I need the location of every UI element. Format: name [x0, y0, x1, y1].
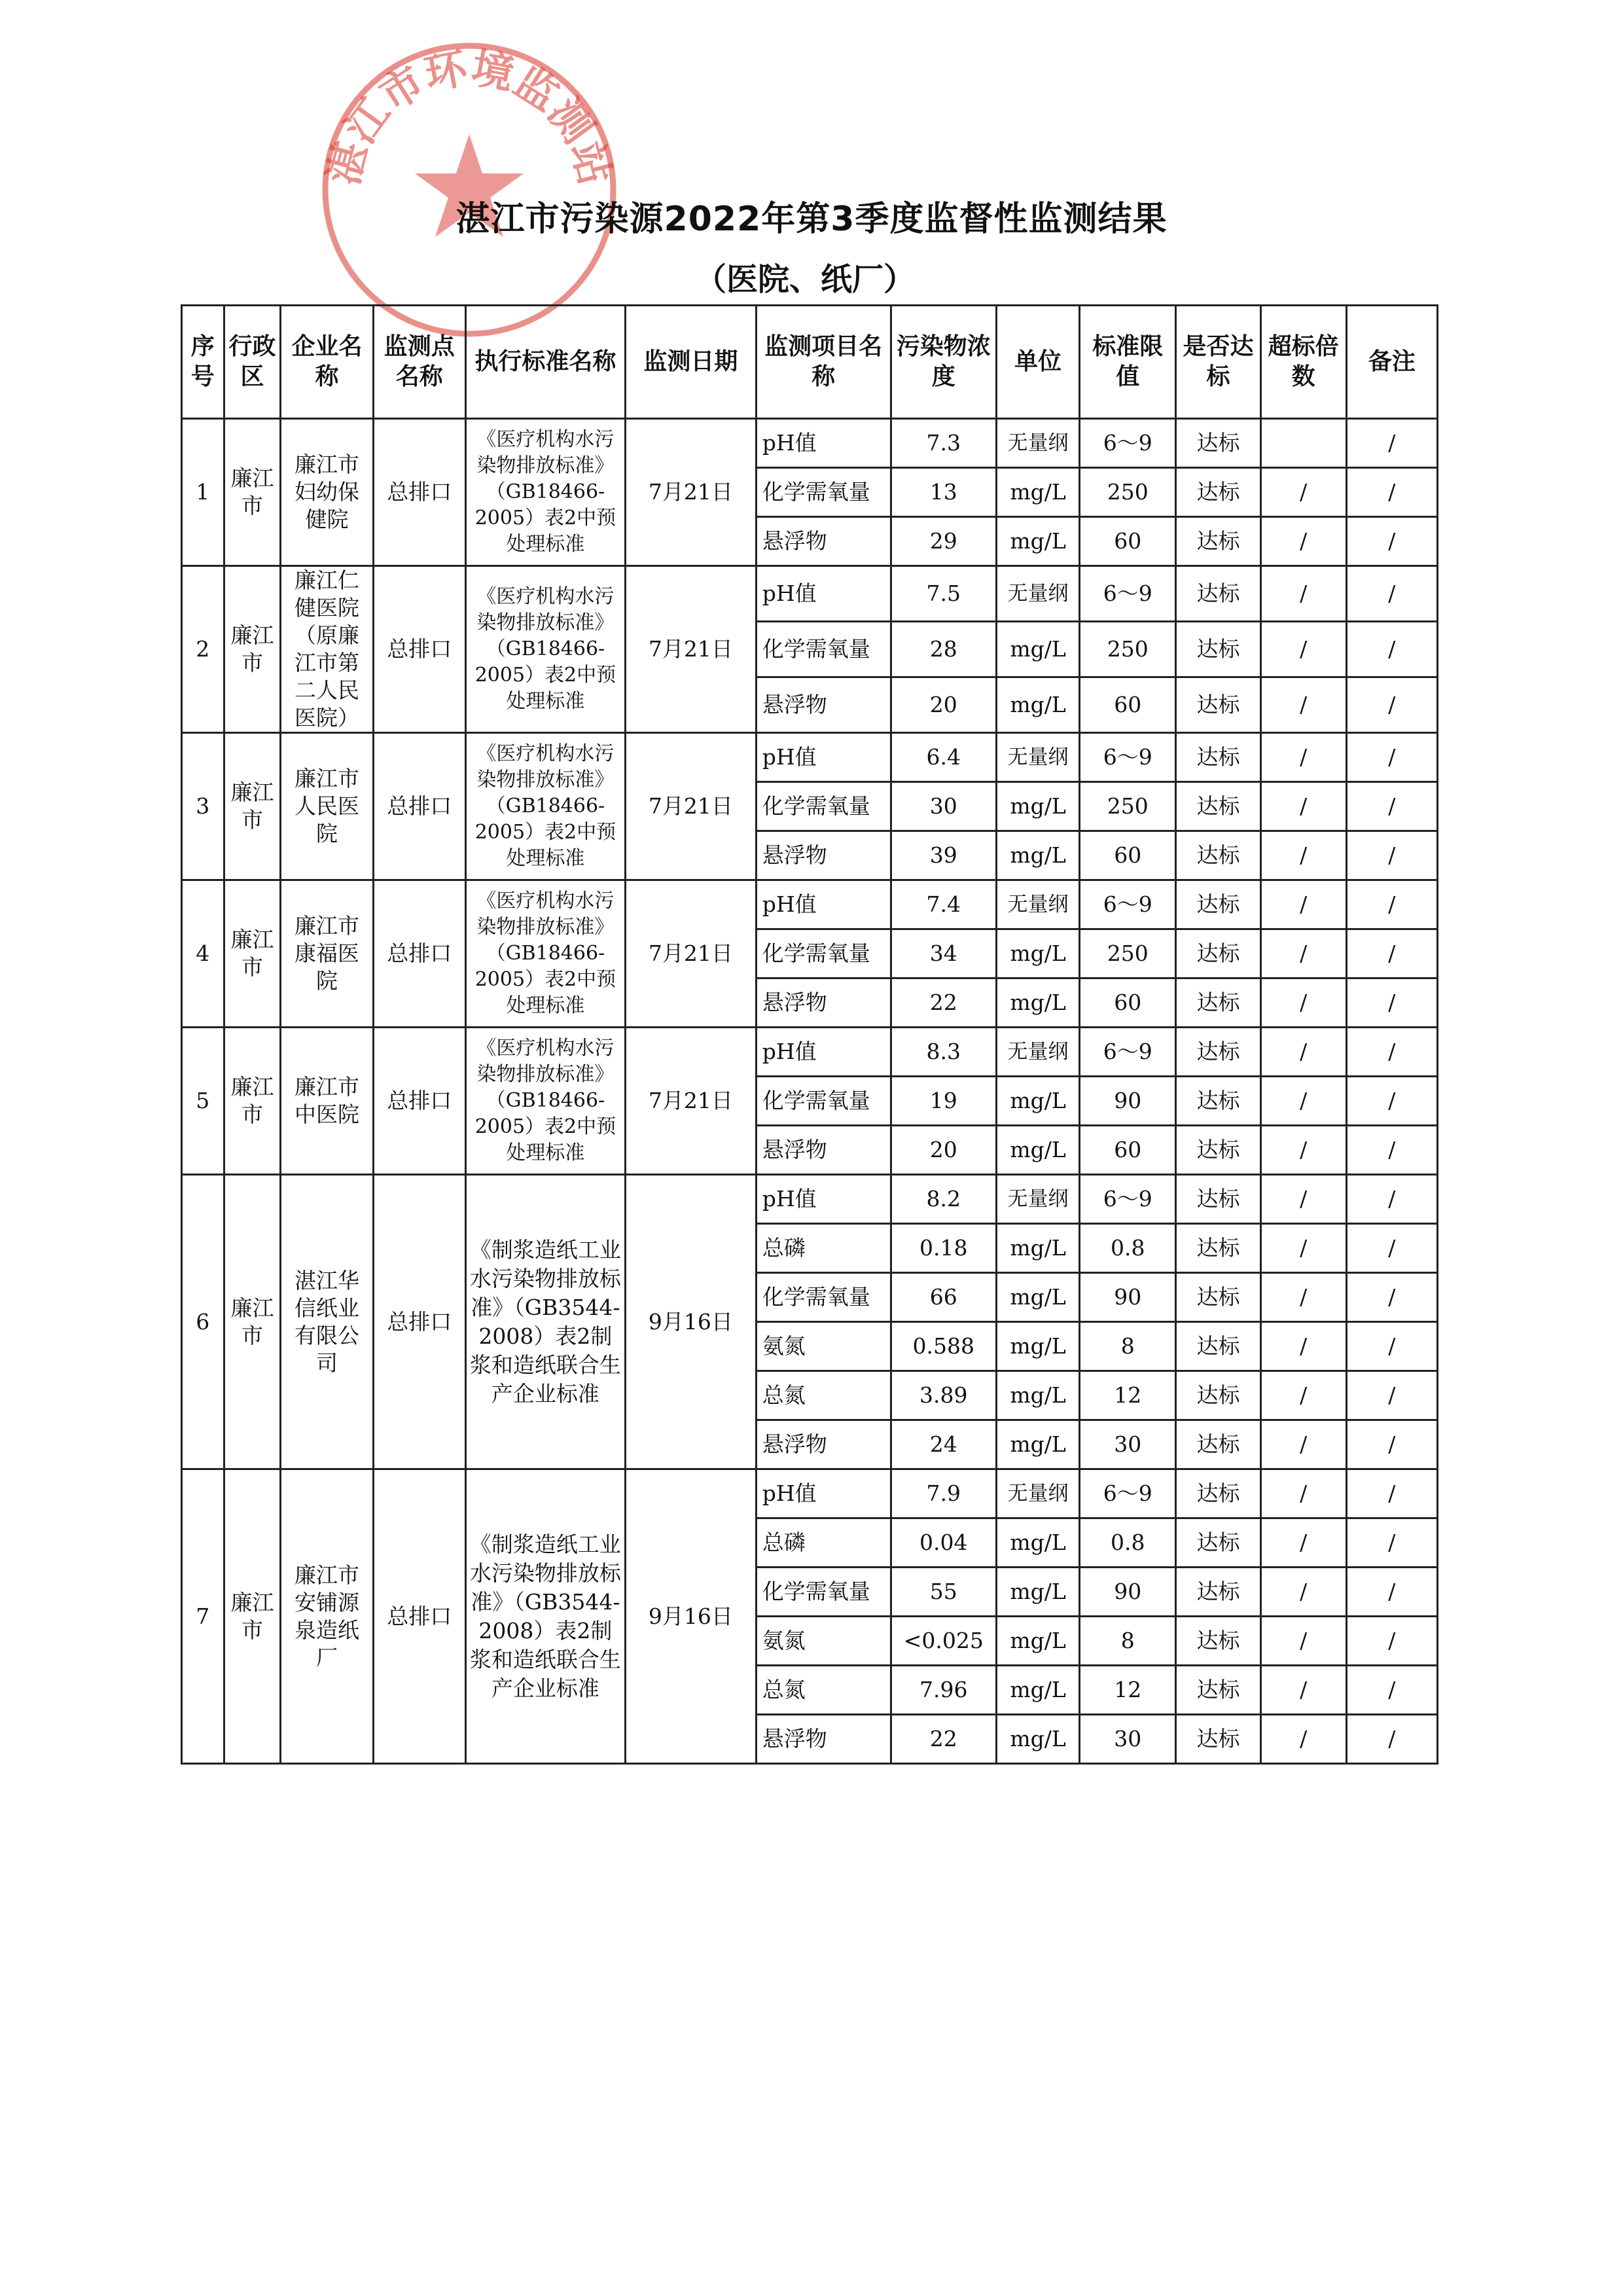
cell-item: 总磷 [756, 1518, 891, 1568]
cell-item: pH值 [756, 880, 891, 929]
cell-value: 20 [891, 677, 996, 733]
cell-compliance: 达标 [1176, 1126, 1260, 1175]
cell-date: 7月21日 [625, 566, 756, 733]
cell-unit: mg/L [996, 1077, 1079, 1126]
cell-item: 氨氮 [756, 1617, 891, 1666]
cell-compliance: 达标 [1176, 1077, 1260, 1126]
cell-limit: 30 [1080, 1715, 1176, 1764]
cell-exceed: / [1260, 566, 1346, 622]
cell-note: / [1346, 1224, 1437, 1273]
cell-compliance: 达标 [1176, 880, 1260, 929]
cell-compliance: 达标 [1176, 468, 1260, 517]
cell-standard: 《医疗机构水污染物排放标准》（GB18466-2005）表2中预处理标准 [465, 733, 625, 880]
cell-item: 化学需氧量 [756, 1568, 891, 1617]
cell-district: 廉江市 [224, 1175, 281, 1469]
cell-compliance: 达标 [1176, 733, 1260, 782]
cell-exceed: / [1260, 782, 1346, 831]
cell-exceed: / [1260, 1126, 1346, 1175]
cell-value: 7.9 [891, 1469, 996, 1518]
cell-company: 廉江市人民医院 [281, 733, 373, 880]
cell-value: 39 [891, 831, 996, 880]
cell-item: 悬浮物 [756, 978, 891, 1028]
cell-unit: mg/L [996, 1617, 1079, 1666]
cell-note: / [1346, 1518, 1437, 1568]
cell-unit: mg/L [996, 929, 1079, 978]
cell-value: 0.588 [891, 1322, 996, 1371]
header-note: 备注 [1346, 306, 1437, 419]
cell-point: 总排口 [373, 1175, 465, 1469]
cell-value: 0.04 [891, 1518, 996, 1568]
cell-date: 9月16日 [625, 1469, 756, 1764]
page-title: 湛江市污染源2022年第3季度监督性监测结果 [455, 200, 1168, 239]
cell-unit: mg/L [996, 1420, 1079, 1469]
header-point: 监测点名称 [373, 306, 465, 419]
cell-item: 悬浮物 [756, 831, 891, 880]
cell-point: 总排口 [373, 566, 465, 733]
cell-note: / [1346, 782, 1437, 831]
header-unit: 单位 [996, 306, 1079, 419]
cell-note: / [1346, 1028, 1437, 1077]
cell-item: 化学需氧量 [756, 468, 891, 517]
cell-unit: mg/L [996, 1518, 1079, 1568]
cell-note: / [1346, 1371, 1437, 1420]
cell-no: 1 [182, 419, 224, 566]
cell-exceed: / [1260, 929, 1346, 978]
header-company: 企业名称 [281, 306, 373, 419]
cell-district: 廉江市 [224, 566, 281, 733]
cell-item: 化学需氧量 [756, 1077, 891, 1126]
cell-district: 廉江市 [224, 880, 281, 1028]
cell-item: 氨氮 [756, 1322, 891, 1371]
cell-value: 8.3 [891, 1028, 996, 1077]
cell-compliance: 达标 [1176, 1568, 1260, 1617]
cell-no: 6 [182, 1175, 224, 1469]
cell-unit: mg/L [996, 468, 1079, 517]
cell-note: / [1346, 1273, 1437, 1322]
cell-exceed: / [1260, 1322, 1346, 1371]
cell-value: 55 [891, 1568, 996, 1617]
cell-value: 66 [891, 1273, 996, 1322]
cell-note: / [1346, 1420, 1437, 1469]
table-row [182, 733, 1438, 782]
cell-limit: 90 [1080, 1077, 1176, 1126]
cell-value: 13 [891, 468, 996, 517]
cell-limit: 90 [1080, 1273, 1176, 1322]
cell-exceed: / [1260, 1469, 1346, 1518]
cell-unit: 无量纲 [996, 1175, 1079, 1224]
cell-compliance: 达标 [1176, 677, 1260, 733]
cell-limit: 6～9 [1080, 566, 1176, 622]
cell-note: / [1346, 1322, 1437, 1371]
cell-limit: 0.8 [1080, 1518, 1176, 1568]
cell-unit: mg/L [996, 677, 1079, 733]
cell-unit: mg/L [996, 1715, 1079, 1764]
cell-point: 总排口 [373, 880, 465, 1028]
cell-unit: mg/L [996, 1666, 1079, 1715]
cell-value: 7.5 [891, 566, 996, 622]
cell-exceed: / [1260, 978, 1346, 1028]
cell-compliance: 达标 [1176, 1518, 1260, 1568]
cell-company: 廉江市中医院 [281, 1028, 373, 1175]
cell-district: 廉江市 [224, 1469, 281, 1764]
cell-limit: 250 [1080, 782, 1176, 831]
cell-compliance: 达标 [1176, 622, 1260, 677]
cell-value: 24 [891, 1420, 996, 1469]
cell-exceed: / [1260, 1077, 1346, 1126]
cell-value: 7.96 [891, 1666, 996, 1715]
cell-limit: 8 [1080, 1322, 1176, 1371]
cell-date: 9月16日 [625, 1175, 756, 1469]
cell-exceed: / [1260, 468, 1346, 517]
cell-district: 廉江市 [224, 1028, 281, 1175]
cell-value: 29 [891, 517, 996, 566]
cell-item: pH值 [756, 1175, 891, 1224]
cell-compliance: 达标 [1176, 1224, 1260, 1273]
cell-exceed: / [1260, 1568, 1346, 1617]
cell-value: 22 [891, 978, 996, 1028]
cell-limit: 6～9 [1080, 419, 1176, 468]
cell-limit: 250 [1080, 622, 1176, 677]
cell-standard: 《医疗机构水污染物排放标准》（GB18466-2005）表2中预处理标准 [465, 1028, 625, 1175]
seal-text: 湛江市环境监测站 [319, 44, 619, 190]
monitoring-results-table [181, 304, 1438, 1765]
cell-no: 5 [182, 1028, 224, 1175]
cell-limit: 6～9 [1080, 733, 1176, 782]
cell-unit: 无量纲 [996, 566, 1079, 622]
cell-note: / [1346, 622, 1437, 677]
cell-item: pH值 [756, 566, 891, 622]
cell-item: 化学需氧量 [756, 782, 891, 831]
cell-value: 0.18 [891, 1224, 996, 1273]
cell-note: / [1346, 1666, 1437, 1715]
cell-exceed: / [1260, 677, 1346, 733]
table-row [182, 1175, 1438, 1224]
header-date: 监测日期 [625, 306, 756, 419]
cell-note: / [1346, 468, 1437, 517]
cell-unit: mg/L [996, 1568, 1079, 1617]
cell-unit: mg/L [996, 1371, 1079, 1420]
cell-unit: 无量纲 [996, 419, 1079, 468]
cell-compliance: 达标 [1176, 1371, 1260, 1420]
cell-standard: 《制浆造纸工业水污染物排放标准》（GB3544-2008）表2制浆和造纸联合生产企业标准 [465, 1469, 625, 1764]
cell-district: 廉江市 [224, 733, 281, 880]
cell-item: 化学需氧量 [756, 929, 891, 978]
cell-item: 悬浮物 [756, 1126, 891, 1175]
cell-company: 廉江市康福医院 [281, 880, 373, 1028]
cell-note: / [1346, 677, 1437, 733]
cell-date: 7月21日 [625, 419, 756, 566]
cell-limit: 60 [1080, 831, 1176, 880]
cell-unit: mg/L [996, 1224, 1079, 1273]
cell-item: 悬浮物 [756, 677, 891, 733]
cell-no: 4 [182, 880, 224, 1028]
table-row [182, 566, 1438, 622]
cell-limit: 250 [1080, 929, 1176, 978]
cell-note: / [1346, 1568, 1437, 1617]
cell-company: 湛江华信纸业有限公司 [281, 1175, 373, 1469]
cell-item: 总氮 [756, 1371, 891, 1420]
cell-limit: 8 [1080, 1617, 1176, 1666]
cell-exceed: / [1260, 1518, 1346, 1568]
cell-compliance: 达标 [1176, 1715, 1260, 1764]
cell-compliance: 达标 [1176, 1273, 1260, 1322]
cell-limit: 60 [1080, 978, 1176, 1028]
header-standard: 执行标准名称 [465, 306, 625, 419]
cell-limit: 6～9 [1080, 1175, 1176, 1224]
table-body [182, 419, 1438, 1764]
cell-exceed: / [1260, 517, 1346, 566]
cell-company: 廉江仁健医院（原廉江市第二人民医院） [281, 566, 373, 733]
cell-unit: mg/L [996, 1322, 1079, 1371]
header-district: 行政区 [224, 306, 281, 419]
cell-exceed: / [1260, 1371, 1346, 1420]
cell-limit: 250 [1080, 468, 1176, 517]
cell-exceed: / [1260, 1028, 1346, 1077]
cell-value: 20 [891, 1126, 996, 1175]
cell-unit: 无量纲 [996, 733, 1079, 782]
cell-limit: 12 [1080, 1371, 1176, 1420]
cell-limit: 6～9 [1080, 1028, 1176, 1077]
cell-compliance: 达标 [1176, 1322, 1260, 1371]
cell-note: / [1346, 733, 1437, 782]
cell-date: 7月21日 [625, 880, 756, 1028]
cell-value: 19 [891, 1077, 996, 1126]
cell-exceed: / [1260, 1715, 1346, 1764]
cell-unit: mg/L [996, 1273, 1079, 1322]
cell-unit: 无量纲 [996, 880, 1079, 929]
cell-value: 6.4 [891, 733, 996, 782]
header-value: 污染物浓度 [891, 306, 996, 419]
cell-unit: mg/L [996, 517, 1079, 566]
cell-value: <0.025 [891, 1617, 996, 1666]
cell-compliance: 达标 [1176, 566, 1260, 622]
cell-standard: 《医疗机构水污染物排放标准》（GB18466-2005）表2中预处理标准 [465, 566, 625, 733]
cell-value: 34 [891, 929, 996, 978]
cell-limit: 0.8 [1080, 1224, 1176, 1273]
cell-limit: 12 [1080, 1666, 1176, 1715]
cell-compliance: 达标 [1176, 831, 1260, 880]
cell-compliance: 达标 [1176, 782, 1260, 831]
cell-exceed: / [1260, 1175, 1346, 1224]
cell-exceed: / [1260, 1420, 1346, 1469]
cell-note: / [1346, 880, 1437, 929]
cell-item: pH值 [756, 733, 891, 782]
cell-unit: mg/L [996, 782, 1079, 831]
cell-limit: 60 [1080, 677, 1176, 733]
cell-compliance: 达标 [1176, 419, 1260, 468]
cell-unit: 无量纲 [996, 1028, 1079, 1077]
cell-item: 化学需氧量 [756, 1273, 891, 1322]
cell-compliance: 达标 [1176, 1617, 1260, 1666]
cell-item: pH值 [756, 1469, 891, 1518]
cell-no: 7 [182, 1469, 224, 1764]
cell-company: 廉江市妇幼保健院 [281, 419, 373, 566]
cell-note: / [1346, 1077, 1437, 1126]
cell-note: / [1346, 1469, 1437, 1518]
cell-value: 22 [891, 1715, 996, 1764]
cell-exceed: / [1260, 1617, 1346, 1666]
cell-note: / [1346, 831, 1437, 880]
header-compliance: 是否达标 [1176, 306, 1260, 419]
cell-value: 3.89 [891, 1371, 996, 1420]
cell-note: / [1346, 1126, 1437, 1175]
cell-compliance: 达标 [1176, 1028, 1260, 1077]
cell-point: 总排口 [373, 733, 465, 880]
cell-standard: 《医疗机构水污染物排放标准》（GB18466-2005）表2中预处理标准 [465, 419, 625, 566]
cell-point: 总排口 [373, 1028, 465, 1175]
cell-note: / [1346, 1715, 1437, 1764]
cell-item: pH值 [756, 1028, 891, 1077]
cell-unit: mg/L [996, 831, 1079, 880]
cell-item: 悬浮物 [756, 1420, 891, 1469]
cell-compliance: 达标 [1176, 517, 1260, 566]
cell-limit: 60 [1080, 1126, 1176, 1175]
cell-limit: 6～9 [1080, 880, 1176, 929]
table-row [182, 1028, 1438, 1077]
cell-compliance: 达标 [1176, 1175, 1260, 1224]
cell-date: 7月21日 [625, 1028, 756, 1175]
cell-exceed: / [1260, 622, 1346, 677]
table-row [182, 419, 1438, 468]
cell-value: 28 [891, 622, 996, 677]
cell-exceed: / [1260, 1224, 1346, 1273]
cell-point: 总排口 [373, 419, 465, 566]
cell-value: 30 [891, 782, 996, 831]
cell-exceed: / [1260, 831, 1346, 880]
cell-note: / [1346, 566, 1437, 622]
cell-unit: mg/L [996, 978, 1079, 1028]
cell-limit: 6～9 [1080, 1469, 1176, 1518]
cell-note: / [1346, 978, 1437, 1028]
header-limit: 标准限值 [1080, 306, 1176, 419]
table-header-row [182, 306, 1438, 419]
cell-exceed: / [1260, 880, 1346, 929]
cell-compliance: 达标 [1176, 1666, 1260, 1715]
cell-item: 悬浮物 [756, 1715, 891, 1764]
header-item: 监测项目名称 [756, 306, 891, 419]
cell-note: / [1346, 929, 1437, 978]
cell-note: / [1346, 517, 1437, 566]
cell-item: 化学需氧量 [756, 622, 891, 677]
cell-exceed: / [1260, 1273, 1346, 1322]
cell-compliance: 达标 [1176, 978, 1260, 1028]
cell-company: 廉江市安铺源泉造纸厂 [281, 1469, 373, 1764]
cell-unit: mg/L [996, 622, 1079, 677]
cell-note: / [1346, 419, 1437, 468]
cell-standard: 《医疗机构水污染物排放标准》（GB18466-2005）表2中预处理标准 [465, 880, 625, 1028]
cell-item: 总氮 [756, 1666, 891, 1715]
cell-no: 2 [182, 566, 224, 733]
cell-compliance: 达标 [1176, 929, 1260, 978]
cell-item: pH值 [756, 419, 891, 468]
page-subtitle: （医院、纸厂） [694, 261, 915, 298]
cell-limit: 90 [1080, 1568, 1176, 1617]
cell-unit: mg/L [996, 1126, 1079, 1175]
cell-value: 7.4 [891, 880, 996, 929]
cell-value: 7.3 [891, 419, 996, 468]
cell-no: 3 [182, 733, 224, 880]
cell-note: / [1346, 1617, 1437, 1666]
cell-exceed: / [1260, 1666, 1346, 1715]
cell-unit: 无量纲 [996, 1469, 1079, 1518]
cell-compliance: 达标 [1176, 1469, 1260, 1518]
cell-exceed: / [1260, 733, 1346, 782]
cell-district: 廉江市 [224, 419, 281, 566]
cell-compliance: 达标 [1176, 1420, 1260, 1469]
cell-value: 8.2 [891, 1175, 996, 1224]
cell-item: 总磷 [756, 1224, 891, 1273]
table-row [182, 880, 1438, 929]
cell-exceed [1260, 419, 1346, 468]
header-exceed: 超标倍数 [1260, 306, 1346, 419]
cell-limit: 60 [1080, 517, 1176, 566]
table-row [182, 1469, 1438, 1518]
cell-limit: 30 [1080, 1420, 1176, 1469]
cell-standard: 《制浆造纸工业水污染物排放标准》（GB3544-2008）表2制浆和造纸联合生产企业标准 [465, 1175, 625, 1469]
header-no: 序号 [182, 306, 224, 419]
cell-point: 总排口 [373, 1469, 465, 1764]
cell-item: 悬浮物 [756, 517, 891, 566]
cell-date: 7月21日 [625, 733, 756, 880]
cell-note: / [1346, 1175, 1437, 1224]
